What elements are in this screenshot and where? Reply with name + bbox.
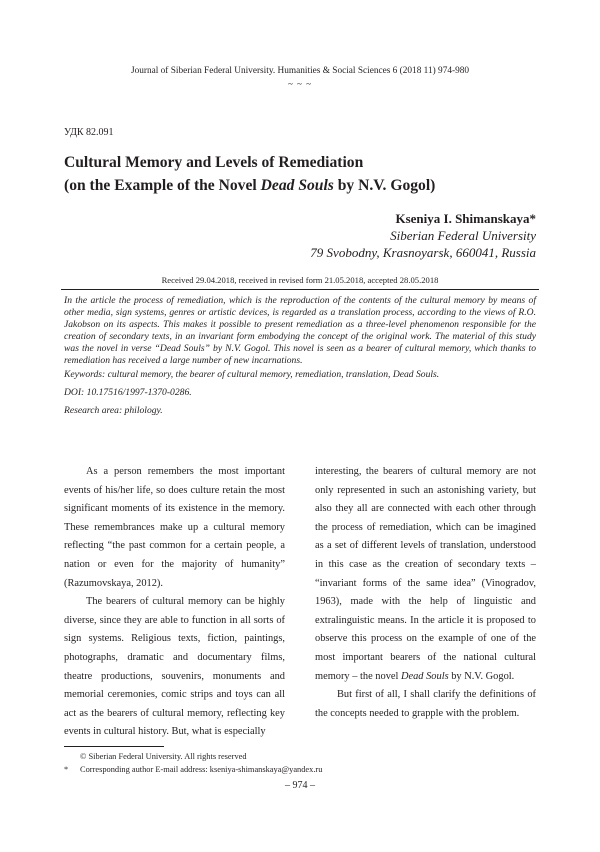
corresponding-author-footnote <box>64 765 322 774</box>
body-paragraph: But first of all, I shall clarify the definitions of the concepts needed to grapple with the problem. <box>315 689 536 719</box>
keywords: Keywords: cultural memory, the bearer of cultural memory, remediation, translation, Dead Souls. <box>64 369 440 380</box>
title-novel-name: Dead Souls <box>260 177 334 194</box>
header-ornament: ~ ~ ~ <box>287 79 313 89</box>
footnote-marker: * <box>64 765 69 774</box>
copyright-footnote: © Siberian Federal University. All rights reserved <box>80 752 247 761</box>
body-column-left <box>64 463 285 742</box>
body-column-right <box>315 463 536 723</box>
corresponding-author-email: Corresponding author E-mail address: kseniya-shimanskaya@yandex.ru <box>80 765 323 774</box>
author-name: Kseniya I. Shimanskaya* <box>395 211 536 226</box>
title-line-1: Cultural Memory and Levels of Remediation <box>64 154 364 171</box>
journal-header: Journal of Siberian Federal University. Humanities & Social Sciences 6 (2018 11) 974-980 <box>130 66 470 76</box>
doi: DOI: 10.17516/1997-1370-0286. <box>64 387 192 398</box>
article-title <box>64 151 435 197</box>
udk-code: УДК 82.091 <box>64 127 114 138</box>
body-paragraph: The bearers of cultural memory can be highly diverse, since they are able to function in all sorts of sign systems. Religious texts, fiction, paintings, photographs, dramatic and documentary films, theatre productions, souvenirs, monuments and memorial ceremonies, comic strips and toys can all act as the bearers of cultural memory, reflecting key events in cultural history. But, what is especially <box>64 596 285 738</box>
title-line-2 <box>64 174 435 197</box>
title-line-2-start: (on the Example of the Novel <box>64 177 261 194</box>
research-area: Research area: philology. <box>64 405 163 416</box>
body-text: interesting, the bearers of cultural memory are not only represented in such an astonishing variety, but also they all are connected with each other through the process of remediation, which can be imagined as a set of different levels of translation, understood in this case as the creation of secondary texts – “invariant forms of the same idea” (Vinogradov, 1963), made with the help of linguistic and extralinguistic means. In the article it is proposed to observe this process on the example of one of the most important bearers of the national cultural memory – the novel <box>315 466 536 682</box>
author-block <box>310 210 536 261</box>
footnote-rule <box>64 746 164 747</box>
abstract-top-rule <box>61 289 539 290</box>
body-paragraph <box>315 463 536 686</box>
author-affiliation: Siberian Federal University <box>390 228 536 243</box>
novel-name: Dead Souls <box>401 670 449 682</box>
title-line-2-end: by N.V. Gogol) <box>333 177 436 194</box>
body-paragraph: As a person remembers the most important events of his/her life, so does culture retain the most significant moments of its existence in the memory. These remembrances make up a cultural memory reflecting “the past common for a certain people, a nation or even for the majority of humanity” (Razumovskaya, 2012). <box>64 466 285 589</box>
page-number: – 974 – <box>285 780 315 791</box>
author-address: 79 Svobodny, Krasnoyarsk, 660041, Russia <box>310 245 536 260</box>
received-dates: Received 29.04.2018, received in revised form 21.05.2018, accepted 28.05.2018 <box>161 275 439 285</box>
abstract: In the article the process of remediation, which is the reproduction of the contents of the cultural memory by means of other media, sign systems, genres or artistic devices, is regarded as a translation process, according to the views of R.O. Jakobson on its aspects. This makes it possible to present remediation as a three-level phenomenon responsible for the creation of secondary texts, in an invariant form embodying the concept of the original work. The material of this study was the novel in verse “Dead Souls” by N.V. Gogol. This novel is seen as a bearer of cultural memory, which thanks to remediation has received a large number of new incarnations. <box>64 295 536 366</box>
body-text: by N.V. Gogol. <box>448 670 515 682</box>
